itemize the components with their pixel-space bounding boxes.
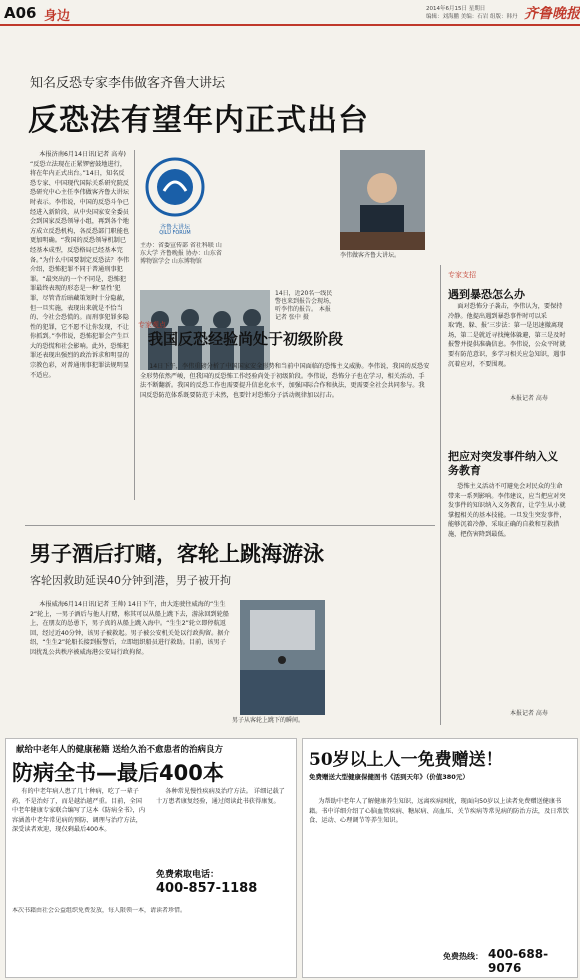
ad-left-hotline[interactable]: 400-857-1188: [156, 881, 258, 896]
ad-left-right-body: 各种常见慢性疾病及治疗方法。 详细记载了十万患者康复经验，通过阅读此书获得康复。: [156, 788, 285, 805]
speaker-photo: [340, 150, 425, 250]
sidebar-body: 面对恐怖分子袭击，李伟认为，要保持冷静。他提出遇到暴恐事件时可以采取‘跑、躲、报’三步法：第一是迅速撤离现场，第二是就近寻找掩体躲避，第三是及时报警并提供准确信息。李伟说，公众平时就要有防范意识，多学习相关应急知识，遇事沉着应对，不要围观。: [448, 303, 566, 368]
lead-column-1: 本报济南6月14日讯(记者 高寿) “反恐立法现在正紧锣密鼓地进行，将在年内正式出台。”14日，知名反恐专家、中国现代国际关系研究院反恐研究中心主任李伟做客齐鲁大讲坛时表示。李伟说，中国的反恐斗争已经进入新阶段，从中央国家安全委员会到国家反恐领导小组，再到各个地方成立反恐机构，各反恐部门职能也更加明确。“我国的反恐领导机制已经基本成型，反恐格局已经基本完备。”为什么中国要制定反恐法？李伟介绍，恐怖犯罪不同于普通刑事犯罪。“最突出的一个不同是，恐怖犯罪最终表现的形态是一种‘显性’犯罪，尽管背后暗藏策划时十分隐蔽，但一旦实施，表现出来就是不恰当的、令社会恐慌的。而刑事犯罪多隐性的犯罪，它不愿不让你发现，不让你抓到。”李伟说，恐怖犯罪会产生巨大的恐慌和社会影响。此外，恐怖犯罪还表现出强烈的政治诉求和明显的宗教色彩，对普通刑事犯罪法规明显不适应。: [30, 151, 130, 379]
story2-subhead: 客轮因救助延误40分钟到港，男子被开拘: [30, 574, 231, 587]
masthead-logo: 齐鲁晚报: [524, 6, 580, 22]
ad-right: [302, 738, 578, 978]
forum-logo-text: 齐鲁大讲坛: [159, 224, 190, 231]
sidebar-title: 遇到暴恐怎么办: [448, 288, 525, 301]
sidebar-divider: [440, 265, 441, 725]
sidebar-title-2: 把应对突发事件纳入义务教育: [448, 450, 558, 477]
police-caption: 14日，近20名一线民警也来到报告会现场，听李伟的报告。 本报记者 张中 摄: [275, 290, 335, 321]
speaker-caption: 李伟做客齐鲁大讲坛。: [340, 252, 401, 259]
lead-subheadline: 我国反恐经验尚处于初级阶段: [148, 330, 344, 348]
sidebar-reporter: 本报记者 高寿: [510, 395, 548, 402]
forum-logo: [140, 155, 210, 225]
ad-left-title: 防病全书—最后400本: [12, 761, 224, 785]
ad-right-hotline[interactable]: 400-688-9076: [488, 947, 549, 975]
sidebar-tag: 专家支招: [448, 271, 476, 279]
forum-logo-icon: [140, 155, 210, 225]
jump-photo-icon: [240, 600, 325, 715]
ad-right-sub: 免费赠送大型健康保健图书《活到天年》（价值380元）: [309, 773, 469, 781]
ad-left: [5, 738, 297, 978]
lead-kicker: 知名反恐专家李伟做客齐鲁大讲坛: [30, 76, 226, 91]
ad-left-hotline-label: 免费索取电话：: [156, 870, 220, 880]
lead-headline: 反恐法有望年内正式出台: [28, 103, 369, 138]
column-divider: [134, 150, 135, 500]
speaker-photo-icon: [340, 150, 425, 250]
ad-right-hotline-label: 免费热线：: [443, 952, 483, 961]
ad-right-title: 50岁以上人一免费赠送！: [309, 750, 503, 770]
header-date: 2014年6月15日 星期日: [426, 6, 486, 12]
ad-left-note: 本次书籍由社会公益组织免费发放，每人限领一本，请读者珍惜。: [12, 907, 187, 914]
story2-body: 本报威海6月14日讯(记者 王帅) 14日下午，由大连驶往威海的“生生2”轮上，一男子酒后与他人打赌，称其可以从船上跳下去，游泳回到轮船上，在朋友的怂恿下，男子真的从船上跳入海中。“生生2”轮立即停航返回，经过近40分钟，该男子被救起。男子被公安机关处以行政拘留。据介绍，“生生2”轮船长接到报警后，立即组织船员进行救助。目前，该男子因扰乱公共秩序被威海港公安局行政拘留。: [30, 601, 230, 656]
page-header: [0, 0, 580, 26]
section-name: 身边: [44, 9, 71, 24]
story2-photo-caption: 男子从客轮上跳下的瞬间。: [232, 717, 305, 724]
header-editors: 编辑：刘海鹏 美编：石岩 组版：韩丹: [426, 14, 518, 20]
forum-organizers: 主办：省委宣传部 省社科联 山东大学 齐鲁晚报 协办：山东省博物馆学会 山东博物馆: [140, 242, 222, 265]
section-divider: [25, 525, 435, 526]
page-number: A06: [4, 4, 37, 22]
sidebar-reporter-2: 本报记者 高寿: [510, 710, 548, 717]
sub-tag: 专家观点: [138, 321, 166, 329]
ad-right-body: 为帮助中老年人了解健康养生知识，远离疾病困扰，现面向50岁以上读者免费赠送健康书籍。书中详细介绍了心脑血管疾病、糖尿病、高血压、关节疾病等常见病的防治方法，及日常饮食、运动、心理调节等养生知识。: [309, 798, 569, 825]
forum-logo-en: QILU FORUM: [159, 230, 191, 236]
sidebar-body-2: 恐怖主义活动不可避免会对民众的生命带来一系列影响。李伟建议，应当把应对突发事件的知识纳入义务教育，让学生从小就掌握相关的基本技能。一旦发生突发事件，能够沉着冷静、采取正确的自救和互救措施，把伤害降到最低。: [448, 483, 566, 538]
ad-left-body: 有的中老年病人患了几十种病，吃了一辈子药，不是治好了，而是越治越严重。目前，全国中老年健康专家联合编写了这本《防病全书》，内容涵盖中老年常见病的预防、调理与治疗方法，深受读者欢迎，现仅剩最后400本。: [12, 788, 146, 834]
ad-left-banner: 献给中老年人的健康秘籍 送给久治不愈患者的治病良方: [16, 745, 223, 755]
story2-headline: 男子酒后打赌，客轮上跳海游泳: [30, 542, 324, 566]
story2-photo: [240, 600, 325, 715]
header-rule: [0, 24, 580, 26]
lead-body: 14日下午，李伟重磅分析了中国国家安全形势和当前中国面临的恐怖主义威胁。李伟说，我国的反恐安全形势依然严峻，但我国的反恐怖工作经验尚处于初级阶段。李伟说，恐怖分子也在学习，相关活动、手法不断翻新。我国的反恐工作也需要提升信息化水平，加强国际合作和执法，更需要全社会共同参与。我国反恐防范体系既要防范于未然，也要针对恐怖分子活动规律加以打击。: [140, 363, 430, 399]
